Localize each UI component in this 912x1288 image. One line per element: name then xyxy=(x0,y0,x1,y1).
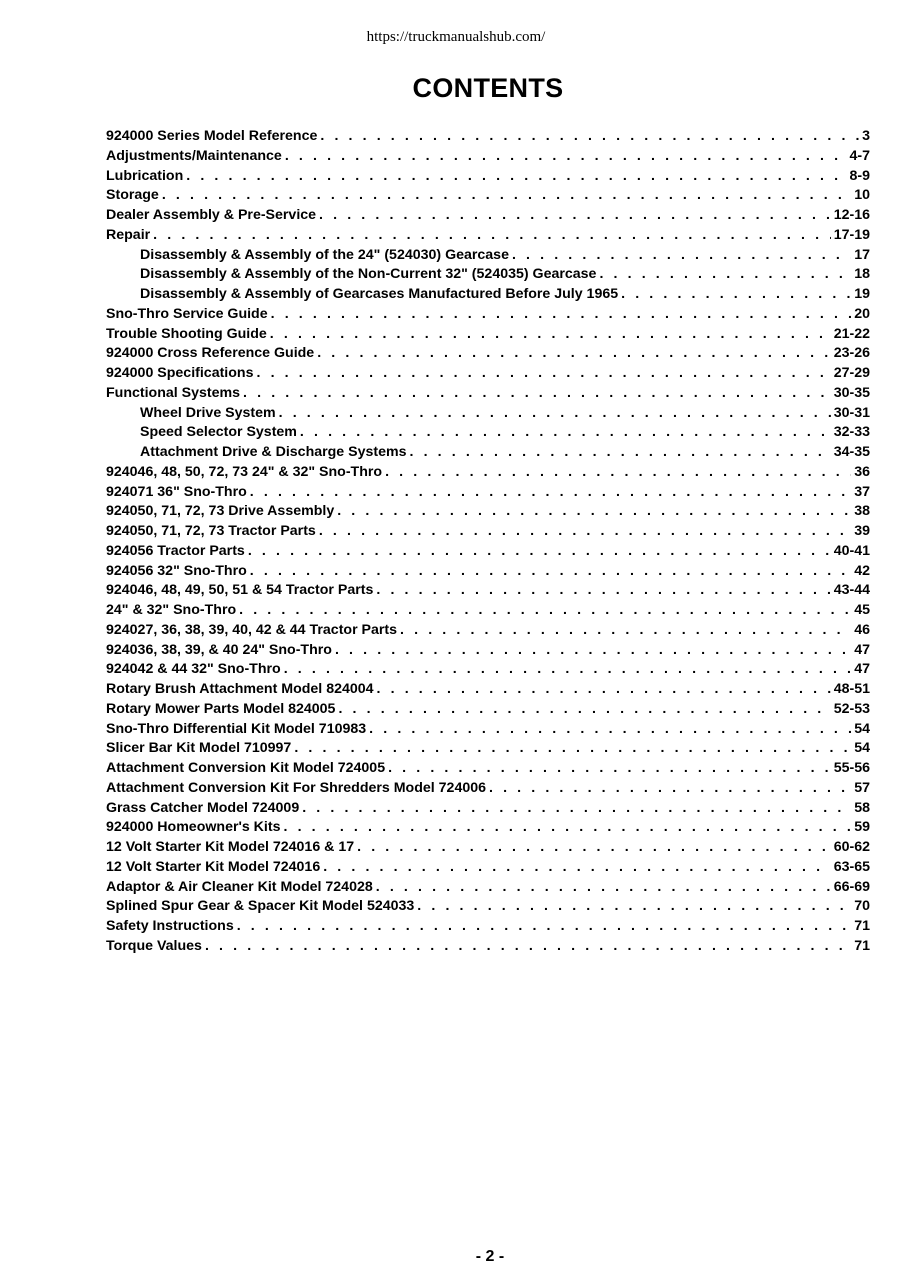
toc-entry xyxy=(106,206,870,226)
toc-entry-title: 924042 & 44 32" Sno-Thro xyxy=(106,661,281,678)
toc-entry-title: Torque Values xyxy=(106,937,202,954)
toc-entry-page: 47 xyxy=(854,661,870,678)
toc-entry-title: 12 Volt Starter Kit Model 724016 & 17 xyxy=(106,839,355,855)
toc-entry-page: 19 xyxy=(854,286,870,302)
dot-leader xyxy=(377,680,831,700)
toc-entry xyxy=(106,384,870,404)
dot-leader xyxy=(186,167,846,187)
toc-entry-title: 924000 Specifications xyxy=(106,365,254,381)
toc-entry-title: Grass Catcher Model 724009 xyxy=(106,799,300,816)
toc-entry xyxy=(106,226,870,246)
toc-entry-title: 924071 36" Sno-Thro xyxy=(106,483,247,500)
dot-leader xyxy=(250,483,851,503)
toc-entry-page: 42 xyxy=(854,562,870,579)
toc-entry-page: 17-19 xyxy=(833,226,870,243)
toc-entry xyxy=(106,680,870,700)
toc-entry-page: 57 xyxy=(854,779,870,796)
toc-entry-page: 18 xyxy=(854,266,870,283)
toc-entry xyxy=(106,167,870,187)
toc-entry-title: 924000 Cross Reference Guide xyxy=(106,345,315,362)
page-number: - 2 - xyxy=(475,1248,505,1265)
dot-leader xyxy=(239,601,851,621)
toc-entry-title: Disassembly & Assembly of Gearcases Manufactured Before July 1965 xyxy=(140,286,619,302)
toc-entry-title: Disassembly & Assembly of the 24" (524030) Gearcase xyxy=(140,246,509,263)
toc-entry xyxy=(106,364,870,384)
toc-entry-page: 27-29 xyxy=(833,365,870,381)
toc-entry-page: 70 xyxy=(854,898,870,915)
toc-entry-page: 3 xyxy=(862,128,870,144)
dot-leader xyxy=(376,581,830,601)
toc-entry-title: Attachment Conversion Kit For Shredders Model 724006 xyxy=(106,779,487,796)
toc-entry xyxy=(106,858,870,878)
toc-entry xyxy=(106,147,870,167)
dot-leader xyxy=(162,186,851,206)
dot-leader xyxy=(357,838,831,858)
dot-leader xyxy=(621,285,851,305)
toc-entry xyxy=(106,818,870,838)
toc-entry xyxy=(106,483,870,503)
toc-entry xyxy=(106,838,870,858)
table-of-contents xyxy=(106,127,870,957)
dot-leader xyxy=(319,206,831,226)
dot-leader xyxy=(317,344,831,364)
toc-entry-page: 37 xyxy=(854,483,870,500)
dot-leader xyxy=(337,502,851,522)
dot-leader xyxy=(279,404,831,424)
dot-leader xyxy=(284,660,852,680)
toc-entry-title: Trouble Shooting Guide xyxy=(106,325,267,342)
dot-leader xyxy=(489,779,851,799)
dot-leader xyxy=(512,246,851,266)
toc-entry-title: Rotary Brush Attachment Model 824004 xyxy=(106,681,374,697)
toc-entry-page: 63-65 xyxy=(833,858,870,875)
toc-entry-page: 60-62 xyxy=(833,839,870,855)
toc-entry xyxy=(106,463,870,483)
dot-leader xyxy=(205,937,851,957)
dot-leader xyxy=(243,384,831,404)
page-title: CONTENTS xyxy=(412,73,564,103)
toc-entry-title: 924056 32" Sno-Thro xyxy=(106,562,247,579)
toc-entry-title: 924056 Tractor Parts xyxy=(106,542,245,559)
toc-entry xyxy=(106,186,870,206)
dot-leader xyxy=(284,818,852,838)
toc-entry-title: Repair xyxy=(106,226,151,243)
toc-entry-page: 10 xyxy=(854,187,870,204)
toc-entry-title: Storage xyxy=(106,187,159,204)
toc-entry-page: 4-7 xyxy=(849,147,870,164)
toc-entry-title: Attachment Conversion Kit Model 724005 xyxy=(106,760,386,776)
toc-entry xyxy=(106,423,870,443)
toc-entry-page: 38 xyxy=(854,503,870,520)
dot-leader xyxy=(302,799,851,819)
dot-leader xyxy=(400,621,851,641)
toc-entry-title: Adaptor & Air Cleaner Kit Model 724028 xyxy=(106,878,373,895)
dot-leader xyxy=(270,325,831,345)
dot-leader xyxy=(271,305,852,325)
toc-entry-title: Lubrication xyxy=(106,167,184,184)
toc-entry xyxy=(106,601,870,621)
toc-entry-title: Sno-Thro Differential Kit Model 710983 xyxy=(106,720,367,737)
toc-entry xyxy=(106,720,870,740)
dot-leader xyxy=(250,562,851,582)
dot-leader xyxy=(338,700,830,720)
toc-entry-page: 47 xyxy=(854,641,870,658)
toc-entry-page: 12-16 xyxy=(833,207,870,223)
toc-entry xyxy=(106,285,870,305)
toc-entry xyxy=(106,739,870,759)
toc-entry-page: 30-31 xyxy=(833,404,870,421)
dot-leader xyxy=(410,443,831,463)
toc-entry-page: 59 xyxy=(854,819,870,836)
toc-entry-page: 8-9 xyxy=(849,167,870,184)
dot-leader xyxy=(417,897,851,917)
dot-leader xyxy=(599,265,851,285)
dot-leader xyxy=(294,739,851,759)
toc-entry xyxy=(106,660,870,680)
toc-entry-page: 54 xyxy=(854,740,870,757)
toc-entry-title: Functional Systems xyxy=(106,384,241,401)
toc-entry-page: 30-35 xyxy=(833,384,870,401)
dot-leader xyxy=(319,522,851,542)
toc-entry-title: 924036, 38, 39, & 40 24" Sno-Thro xyxy=(106,641,332,658)
toc-entry-title: Adjustments/Maintenance xyxy=(106,147,282,164)
toc-entry xyxy=(106,700,870,720)
toc-entry xyxy=(106,325,870,345)
toc-entry xyxy=(106,344,870,364)
toc-entry xyxy=(106,581,870,601)
toc-entry-page: 34-35 xyxy=(833,444,870,460)
toc-entry-page: 48-51 xyxy=(833,681,870,697)
toc-entry xyxy=(106,759,870,779)
dot-leader xyxy=(248,542,831,562)
toc-entry-title: Disassembly & Assembly of the Non-Current 32" (524035) Gearcase xyxy=(140,266,597,283)
toc-entry-page: 36 xyxy=(854,463,870,480)
toc-entry-page: 32-33 xyxy=(833,424,870,441)
toc-entry-page: 54 xyxy=(854,720,870,737)
toc-entry xyxy=(106,502,870,522)
toc-entry-title: 924027, 36, 38, 39, 40, 42 & 44 Tractor Parts xyxy=(106,621,398,638)
toc-entry-page: 40-41 xyxy=(833,542,870,559)
toc-entry-title: 924046, 48, 49, 50, 51 & 54 Tractor Parts xyxy=(106,582,374,599)
toc-entry-page: 58 xyxy=(854,799,870,816)
toc-entry xyxy=(106,621,870,641)
toc-entry xyxy=(106,246,870,266)
toc-entry-page: 52-53 xyxy=(833,700,870,717)
toc-entry-page: 43-44 xyxy=(833,582,870,599)
toc-entry-page: 71 xyxy=(854,937,870,954)
toc-entry-page: 21-22 xyxy=(833,325,870,342)
toc-entry-title: Sno-Thro Service Guide xyxy=(106,305,268,322)
toc-entry-title: Speed Selector System xyxy=(140,424,297,441)
toc-entry-page: 45 xyxy=(854,602,870,618)
toc-entry-title: Wheel Drive System xyxy=(140,404,276,421)
toc-entry xyxy=(106,443,870,463)
dot-leader xyxy=(388,759,831,779)
toc-entry-page: 23-26 xyxy=(833,345,870,362)
dot-leader xyxy=(256,364,830,384)
toc-entry-page: 46 xyxy=(854,621,870,638)
toc-entry xyxy=(106,127,870,147)
dot-leader xyxy=(320,127,859,147)
toc-entry-title: 924000 Series Model Reference xyxy=(106,128,318,144)
toc-entry-title: Splined Spur Gear & Spacer Kit Model 524033 xyxy=(106,898,415,915)
toc-entry-page: 55-56 xyxy=(833,760,870,776)
dot-leader xyxy=(335,641,851,661)
dot-leader xyxy=(369,720,851,740)
toc-entry-title: Attachment Drive & Discharge Systems xyxy=(140,444,407,460)
toc-entry xyxy=(106,878,870,898)
toc-entry xyxy=(106,937,870,957)
toc-entry-page: 39 xyxy=(854,523,870,539)
dot-leader xyxy=(237,917,852,937)
toc-entry xyxy=(106,542,870,562)
toc-entry-title: 924000 Homeowner's Kits xyxy=(106,819,281,836)
toc-entry-title: Safety Instructions xyxy=(106,918,234,934)
toc-entry-title: Rotary Mower Parts Model 824005 xyxy=(106,700,336,717)
toc-entry-page: 20 xyxy=(854,305,870,322)
toc-entry-page: 66-69 xyxy=(833,878,870,895)
toc-entry-page: 17 xyxy=(854,246,870,263)
toc-entry xyxy=(106,799,870,819)
toc-entry xyxy=(106,305,870,325)
dot-leader xyxy=(153,226,831,246)
dot-leader xyxy=(323,858,830,878)
toc-entry xyxy=(106,404,870,424)
dot-leader xyxy=(300,423,831,443)
source-url[interactable]: https://truckmanualshub.com/ xyxy=(366,29,546,45)
dot-leader xyxy=(385,463,851,483)
toc-entry-title: 12 Volt Starter Kit Model 724016 xyxy=(106,858,321,875)
toc-entry xyxy=(106,917,870,937)
toc-entry xyxy=(106,562,870,582)
toc-entry-title: 24" & 32" Sno-Thro xyxy=(106,602,237,618)
dot-leader xyxy=(285,147,847,167)
toc-entry-title: 924046, 48, 50, 72, 73 24" & 32" Sno-Thro xyxy=(106,463,383,480)
toc-entry xyxy=(106,522,870,542)
toc-entry xyxy=(106,265,870,285)
toc-entry-title: 924050, 71, 72, 73 Drive Assembly xyxy=(106,503,335,520)
toc-entry-page: 71 xyxy=(854,918,870,934)
toc-entry xyxy=(106,897,870,917)
toc-entry-title: Slicer Bar Kit Model 710997 xyxy=(106,740,292,757)
toc-entry-title: 924050, 71, 72, 73 Tractor Parts xyxy=(106,523,316,539)
toc-entry xyxy=(106,779,870,799)
toc-entry xyxy=(106,641,870,661)
toc-entry-title: Dealer Assembly & Pre-Service xyxy=(106,207,317,223)
dot-leader xyxy=(376,878,831,898)
